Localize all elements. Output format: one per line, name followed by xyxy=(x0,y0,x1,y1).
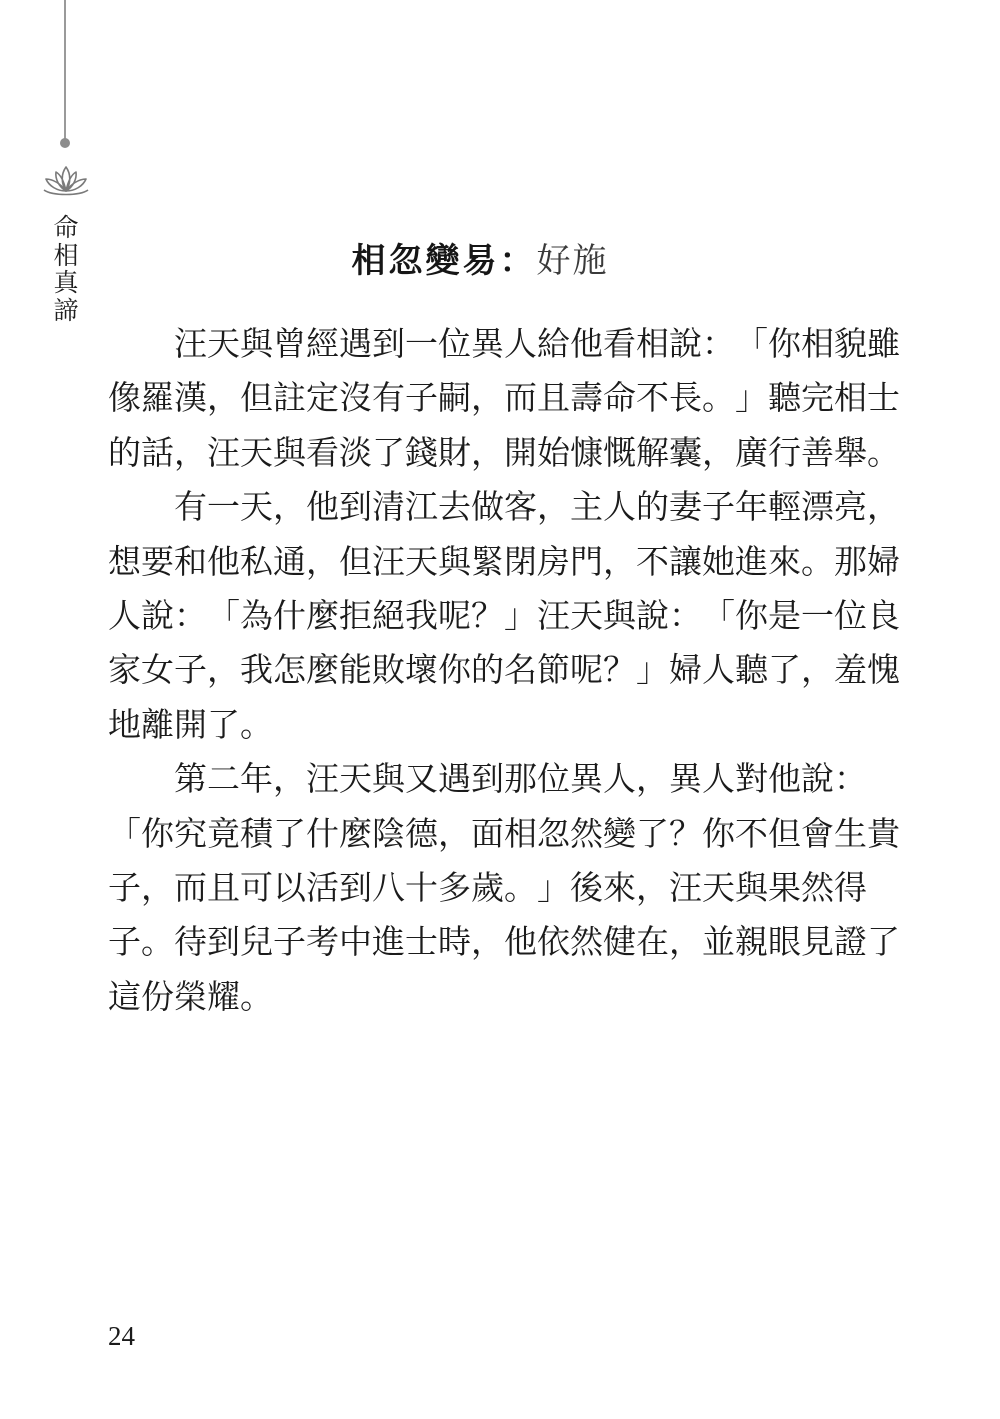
text-line: 人 說 ： 「 為 什 麼 拒 絕 我 呢 ？ 」 汪 天 與 說 ： 「 你 是 一 位 良 xyxy=(108,595,900,635)
vertical-title-char: 諦 xyxy=(53,295,79,325)
text-line: 的 話 ， 汪 天 與 看 淡 了 錢 財 ， 開 始 慷 慨 解 囊 ， 廣 行 善 舉 。 xyxy=(108,432,900,472)
heading-sub: 好施 xyxy=(536,241,609,281)
vertical-title-char: 命 xyxy=(53,213,79,242)
text-line: 想 要 和 他 私 通 ， 但 汪 天 與 緊 閉 房 門 ， 不 讓 她 進 來 。 那 婦 xyxy=(108,541,900,581)
text-line: 地 離 開 了 。 xyxy=(108,704,273,744)
section-heading xyxy=(110,236,850,286)
vertical-title-char: 真 xyxy=(53,268,79,297)
vertical-book-title xyxy=(48,214,84,324)
text-line: 家 女 子 ， 我 怎 麼 能 敗 壞 你 的 名 節 呢 ？ 」 婦 人 聽 了 ， 羞 愧 xyxy=(108,650,900,690)
text-line: 子 ， 而 且 可 以 活 到 八 十 多 歲 。 」 後 來 ， 汪 天 與 果 然 得 xyxy=(108,867,867,907)
text-line: 有 一 天 ， 他 到 清 江 去 做 客 ， 主 人 的 妻 子 年 輕 漂 亮 ， xyxy=(174,487,900,527)
body-text xyxy=(108,317,900,1024)
lotus-icon xyxy=(40,163,92,197)
text-line: 第 二 年 ， 汪 天 與 又 遇 到 那 位 異 人 ， 異 人 對 他 說 ： xyxy=(174,759,867,799)
text-line: 「 你 究 竟 積 了 什 麼 陰 德 ， 面 相 忽 然 變 了 ？ 你 不 但 會 生 貴 xyxy=(108,813,900,853)
text-line: 子 。 待 到 兒 子 考 中 進 士 時 ， 他 依 然 健 在 ， 並 親 眼 見 證 了 xyxy=(108,922,900,962)
margin-rule xyxy=(64,0,66,140)
text-line: 像 羅 漢 ， 但 註 定 沒 有 子 嗣 ， 而 且 壽 命 不 長 。 」 聽 完 相 士 xyxy=(108,378,900,418)
text-line: 這 份 榮 耀 。 xyxy=(108,976,273,1016)
margin-rule-dot xyxy=(60,138,70,148)
page-number: 24 xyxy=(108,1321,135,1351)
vertical-title-char: 相 xyxy=(53,240,79,270)
heading-main: 相忽變易： xyxy=(351,241,537,281)
text-line: 汪 天 與 曾 經 遇 到 一 位 異 人 給 他 看 相 說 ： 「 你 相 貌 雖 xyxy=(174,324,900,363)
